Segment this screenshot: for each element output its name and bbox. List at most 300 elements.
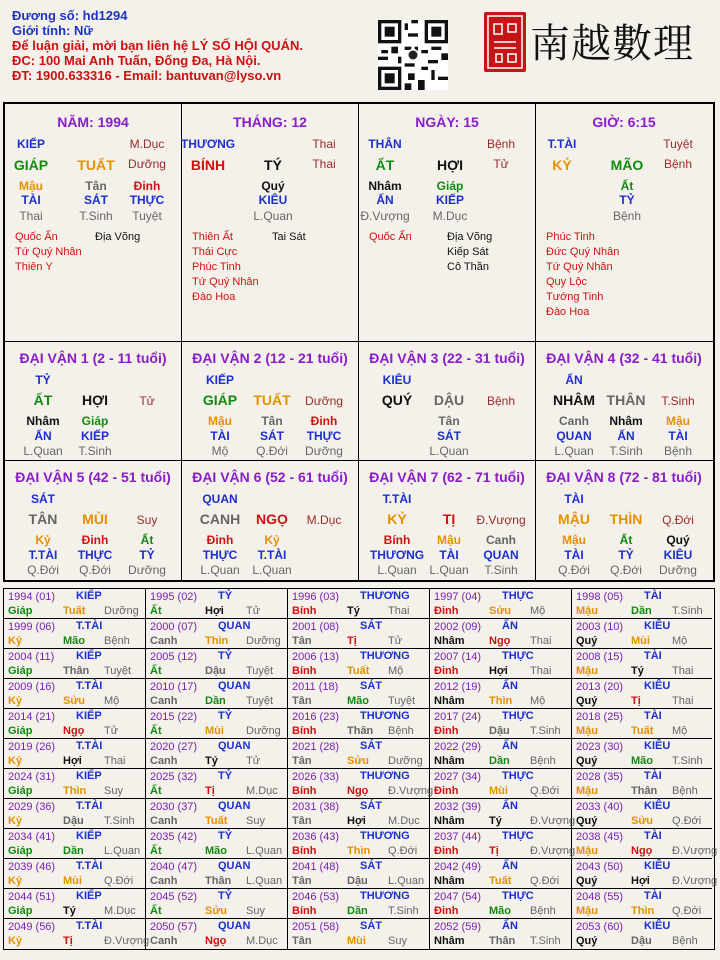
year-branch: Mão (631, 755, 653, 767)
hidden-state: L.Quan (200, 563, 240, 577)
hidden-god: KIẾP (80, 429, 110, 443)
year-cell (288, 649, 430, 679)
branch-state: Tử (139, 394, 155, 408)
stem-state: Thai (312, 137, 336, 151)
dai-van-8 (536, 461, 713, 580)
year-branch: Tý (63, 905, 76, 917)
year-state: Dưỡng (388, 755, 423, 767)
branch-state: Bệnh (663, 157, 693, 171)
year-branch: Tị (205, 785, 215, 797)
year-god: ẤN (502, 920, 518, 932)
auspicious-star: Thiên Y (15, 261, 53, 273)
year-god: T.TÀI (76, 920, 103, 932)
hidden-state: T.Sinh (79, 209, 113, 223)
heavenly-stem: NHÂM (553, 392, 595, 408)
year-state: Bệnh (530, 755, 556, 767)
stem-state: Tuyệt (663, 137, 693, 151)
year-god: KIẾP (76, 770, 102, 782)
year-label: 2013 (20) (576, 681, 624, 693)
hidden-state: Q.Đới (610, 563, 642, 577)
branch-state: Suy (136, 513, 158, 527)
year-branch: Mùi (631, 635, 650, 647)
year-branch: Ngọ (631, 845, 653, 857)
year-cell (430, 859, 572, 889)
year-branch: Tị (347, 635, 357, 647)
dai-van-2 (182, 342, 359, 461)
year-state: Dưỡng (104, 605, 139, 617)
year-state: Mộ (104, 695, 120, 707)
auspicious-star: Thái Cực (192, 246, 238, 258)
year-stem: Tân (292, 635, 312, 647)
pillar-4 (536, 104, 713, 342)
year-label: 2052 (59) (434, 921, 482, 933)
year-stem: Kỷ (8, 635, 23, 647)
auspicious-star: Tứ Quý Nhân (192, 276, 259, 288)
hidden-god: ẤN (376, 193, 394, 207)
year-state: T.Sinh (672, 605, 703, 617)
year-label: 2027 (34) (434, 771, 482, 783)
year-label: 2026 (33) (292, 771, 340, 783)
hidden-god: TỶ (139, 548, 155, 562)
hidden-god: TỶ (619, 193, 635, 207)
stem-state: Bệnh (486, 137, 516, 151)
hidden-stem: Mậu (666, 414, 690, 428)
year-state: Mộ (530, 695, 546, 707)
year-branch: Thìn (347, 845, 371, 857)
year-cell (4, 859, 146, 889)
inauspicious-star: Địa Võng (447, 231, 493, 243)
heavenly-stem: ẤT (375, 157, 395, 173)
gender: Giới tính: Nữ (12, 23, 93, 38)
year-god: THỰC (502, 710, 534, 722)
year-state: Tuyệt (246, 695, 274, 707)
year-cell (430, 679, 572, 709)
hidden-god: TÀI (668, 429, 688, 443)
year-branch: Ngọ (489, 635, 511, 647)
year-label: 2011 (18) (292, 681, 339, 693)
year-stem: Nhâm (434, 935, 465, 947)
year-stem: Kỷ (8, 815, 23, 827)
year-state: Thai (530, 635, 552, 647)
year-god: KIẾP (76, 650, 102, 662)
contact-invite: Để luận giải, mời bạn liên hệ LÝ SỐ HỘI QUÁN. (12, 38, 303, 53)
year-label: 2014 (21) (8, 711, 56, 723)
year-branch: Mùi (63, 875, 82, 887)
year-stem: Bính (292, 725, 317, 737)
year-stem: Đinh (434, 665, 459, 677)
year-label: 2040 (47) (150, 861, 198, 873)
year-cell (4, 619, 146, 649)
branch-state: Dưỡng (305, 394, 343, 408)
year-state: Thai (672, 665, 694, 677)
year-god: T.TÀI (76, 620, 103, 632)
year-cell (4, 769, 146, 799)
year-stem: Mậu (576, 605, 598, 617)
dai-van-title: ĐẠI VẬN 4 (32 - 41 tuổi) (546, 350, 702, 366)
auspicious-star: Quy Lộc (546, 276, 587, 288)
auspicious-star: Phúc Tinh (546, 231, 595, 243)
ten-god: ẤN (565, 373, 583, 387)
pillars-row (5, 104, 713, 342)
earthly-branch: TỊ (442, 511, 456, 527)
year-stem: Nhâm (434, 755, 465, 767)
year-god: ẤN (502, 740, 518, 752)
year-branch: Tị (63, 935, 73, 947)
auspicious-star: Đức Quý Nhân (546, 246, 620, 258)
year-branch: Ngọ (63, 725, 85, 737)
year-cell (4, 649, 146, 679)
ten-god: SÁT (31, 492, 55, 506)
year-cell (288, 619, 430, 649)
year-label: 1994 (01) (8, 591, 56, 603)
year-god: THƯƠNG (360, 590, 410, 602)
year-cell (146, 679, 288, 709)
hidden-stem: Mậu (208, 414, 232, 428)
year-god: T.TÀI (76, 860, 103, 872)
year-state: Mộ (530, 605, 546, 617)
hidden-god: TÀI (564, 548, 584, 562)
year-god: QUAN (218, 740, 251, 752)
hidden-stem: Tân (438, 414, 460, 428)
year-cell (4, 829, 146, 859)
year-god: THỰC (502, 830, 534, 842)
year-god: SÁT (360, 860, 382, 872)
year-cell (430, 589, 572, 619)
year-state: Mộ (388, 665, 404, 677)
year-cell (572, 619, 712, 649)
year-cell (288, 709, 430, 739)
hidden-state: Đ.Vượng (360, 209, 410, 223)
year-stem: Nhâm (434, 695, 465, 707)
year-branch: Mùi (205, 725, 224, 737)
year-god: TÀI (644, 590, 662, 602)
year-branch: Tuất (205, 815, 228, 827)
year-state: T.Sinh (530, 935, 561, 947)
hidden-state: T.Sinh (609, 444, 643, 458)
year-cell (146, 739, 288, 769)
year-branch: Thìn (489, 695, 513, 707)
year-branch: Dậu (347, 875, 368, 887)
year-label: 2006 (13) (292, 651, 340, 663)
year-god: THỰC (502, 650, 534, 662)
year-label: 2025 (32) (150, 771, 198, 783)
year-god: ẤN (502, 680, 518, 692)
year-cell (430, 829, 576, 859)
year-stem: Ất (150, 605, 162, 617)
year-cell (430, 769, 572, 799)
year-label: 2049 (56) (8, 921, 56, 933)
ten-god: T.TÀI (547, 137, 577, 151)
year-branch: Hợi (489, 665, 508, 677)
year-god: QUAN (218, 620, 251, 632)
hidden-state: L.Quan (253, 209, 293, 223)
year-god: TÀI (644, 830, 662, 842)
year-cell (288, 679, 430, 709)
year-cell (4, 709, 146, 739)
year-god: KIÊU (644, 620, 671, 632)
year-branch: Thân (489, 935, 516, 947)
earthly-branch: NGỌ (256, 511, 288, 527)
year-state: Tuyệt (104, 665, 132, 677)
year-god: TỶ (218, 890, 233, 902)
year-cell (146, 829, 288, 859)
year-stem: Mậu (576, 725, 598, 737)
year-row (4, 739, 714, 769)
year-stem: Kỷ (8, 875, 23, 887)
year-cell (4, 679, 146, 709)
year-god: KIẾP (76, 590, 102, 602)
hidden-god: TÀI (439, 548, 459, 562)
year-label: 2016 (23) (292, 711, 340, 723)
year-stem: Canh (150, 935, 178, 947)
year-branch: Hợi (631, 875, 650, 887)
year-cell (4, 799, 146, 829)
year-label: 2005 (12) (150, 651, 198, 663)
year-stem: Giáp (8, 905, 33, 917)
year-cell (572, 769, 712, 799)
heavenly-stem: MẬU (558, 511, 590, 527)
heavenly-stem: KỶ (552, 157, 572, 173)
year-cell (4, 589, 146, 619)
pillar-1 (5, 104, 182, 342)
year-cell (288, 859, 430, 889)
year-state: Tuyệt (246, 665, 274, 677)
year-cell (572, 679, 712, 709)
year-stem: Tân (292, 695, 312, 707)
hidden-god: KIẾP (435, 193, 465, 207)
inauspicious-star: Kiếp Sát (447, 246, 489, 258)
heavenly-stem: GIÁP (13, 157, 49, 173)
hidden-stem: Bính (383, 533, 411, 547)
hidden-stem: Mậu (562, 533, 586, 547)
year-god: SÁT (360, 740, 382, 752)
year-branch: Tuất (347, 665, 370, 677)
earthly-branch: THÂN (606, 392, 646, 408)
year-cell (572, 589, 712, 619)
year-row (4, 889, 714, 919)
year-branch: Thân (205, 875, 232, 887)
year-label: 2037 (44) (434, 831, 482, 843)
year-cell (288, 769, 434, 799)
year-branch: Tý (489, 815, 502, 827)
year-god: TÀI (644, 770, 662, 782)
heavenly-stem: QUÝ (381, 392, 413, 408)
year-state: Q.Đới (530, 785, 560, 797)
year-row (4, 709, 714, 739)
year-branch: Ngọ (205, 935, 227, 947)
heavenly-stem: GIÁP (202, 392, 238, 408)
year-cell (146, 919, 288, 949)
year-branch: Mão (347, 695, 369, 707)
year-label: 2003 (10) (576, 621, 624, 633)
year-cell (572, 889, 712, 919)
year-stem: Canh (150, 875, 178, 887)
seal-stamp-icon (482, 10, 528, 74)
dai-van-3 (359, 342, 536, 461)
year-branch: Dần (205, 695, 226, 707)
address: ĐC: 100 Mai Anh Tuấn, Đống Đa, Hà Nội. (12, 53, 261, 68)
year-branch: Mão (489, 905, 511, 917)
year-label: 2030 (37) (150, 801, 198, 813)
branch-state: Thai (312, 157, 336, 171)
year-stem: Kỷ (8, 935, 23, 947)
hidden-stem: Giáp (81, 414, 109, 428)
hidden-god: THỰC (77, 548, 113, 562)
year-god: TỶ (218, 830, 233, 842)
year-state: Tử (246, 755, 261, 767)
year-god: THƯƠNG (360, 650, 410, 662)
year-branch: Dần (347, 905, 368, 917)
ten-god: TỶ (35, 373, 51, 387)
year-branch: Dậu (489, 725, 510, 737)
year-cell (288, 589, 430, 619)
hidden-god: KIÊU (258, 193, 288, 207)
year-state: T.Sinh (388, 905, 419, 917)
year-stem: Đinh (434, 785, 459, 797)
stem-state: M.Dục (129, 137, 165, 151)
hidden-stem: Nhâm (609, 414, 643, 428)
earthly-branch: MÙI (82, 511, 108, 527)
year-state: L.Quan (246, 875, 283, 887)
hidden-stem: Ất (140, 533, 154, 547)
year-stem: Bính (292, 905, 317, 917)
ten-god: QUAN (202, 492, 238, 506)
year-stem: Tân (292, 755, 312, 767)
year-branch: Dần (489, 755, 510, 767)
hidden-state: Q.Đới (27, 563, 59, 577)
dai-van-6 (182, 461, 359, 580)
year-label: 2020 (27) (150, 741, 198, 753)
inauspicious-star: Tai Sát (272, 231, 306, 243)
year-god: TỶ (218, 650, 233, 662)
ten-god: KIẾP (205, 373, 235, 387)
year-cell (146, 859, 288, 889)
hidden-god: SÁT (84, 193, 108, 207)
year-stem: Quý (576, 815, 598, 827)
year-branch: Tý (631, 665, 644, 677)
year-label: 2048 (55) (576, 891, 624, 903)
year-cell (4, 919, 150, 949)
year-cell (572, 649, 712, 679)
dai-van-title: ĐẠI VẬN 7 (62 - 71 tuổi) (369, 469, 525, 485)
hidden-state: L.Quan (554, 444, 594, 458)
year-stem: Bính (292, 845, 317, 857)
auspicious-star: Tứ Quý Nhân (546, 261, 613, 273)
year-stem: Giáp (8, 665, 33, 677)
hidden-stem: Đinh (310, 414, 338, 428)
year-state: Dưỡng (246, 725, 281, 737)
year-cell (288, 799, 430, 829)
hidden-stem: Quý (261, 179, 285, 193)
year-label: 2019 (26) (8, 741, 56, 753)
year-row (4, 589, 714, 619)
earthly-branch: TUẤT (253, 392, 291, 408)
year-label: 2023 (30) (576, 741, 624, 753)
year-state: Đ.Vượng (672, 845, 718, 857)
earthly-branch: THÌN (609, 511, 643, 527)
auspicious-star: Đào Hoa (546, 306, 590, 318)
auspicious-star: Quốc Ấn (369, 231, 412, 243)
year-god: TỶ (218, 710, 233, 722)
hidden-god: TỶ (618, 548, 634, 562)
year-stem: Giáp (8, 725, 33, 737)
year-state: Bệnh (104, 635, 130, 647)
year-label: 1995 (02) (150, 591, 198, 603)
dai-van-title: ĐẠI VẬN 3 (22 - 31 tuổi) (369, 350, 525, 366)
year-branch: Mão (63, 635, 85, 647)
hidden-stem: Nhâm (368, 179, 402, 193)
hidden-state: T.Sinh (484, 563, 518, 577)
hidden-state: M.Dục (432, 209, 468, 223)
year-cell (430, 889, 572, 919)
year-cell (146, 649, 288, 679)
year-state: Thai (530, 665, 552, 677)
year-state: Q.Đới (672, 905, 702, 917)
hidden-stem: Kỷ (35, 533, 51, 547)
hidden-state: Q.Đới (79, 563, 111, 577)
hidden-state: Q.Đới (558, 563, 590, 577)
year-label: 2002 (09) (434, 621, 482, 633)
dai-van-title: ĐẠI VẬN 2 (12 - 21 tuổi) (192, 350, 348, 366)
year-stem: Ất (150, 665, 162, 677)
year-branch: Mùi (489, 785, 508, 797)
year-row (4, 829, 718, 859)
year-stem: Quý (576, 635, 598, 647)
year-label: 2033 (40) (576, 801, 624, 813)
year-label: 2022 (29) (434, 741, 482, 753)
year-cell (288, 829, 430, 859)
year-god: ẤN (502, 860, 518, 872)
pillar-2 (182, 104, 359, 342)
year-stem: Ất (150, 785, 162, 797)
year-stem: Canh (150, 635, 178, 647)
year-label: 2039 (46) (8, 861, 56, 873)
year-state: Thai (388, 605, 410, 617)
year-stem: Ất (150, 845, 162, 857)
year-label: 2045 (52) (150, 891, 198, 903)
year-state: Đ.Vượng (104, 935, 150, 947)
year-branch: Thìn (631, 905, 655, 917)
year-cell (146, 589, 288, 619)
year-state: Tuyệt (388, 695, 416, 707)
year-cell (430, 709, 572, 739)
year-label: 2015 (22) (150, 711, 198, 723)
year-branch: Tuất (489, 875, 512, 887)
year-label: 2004 (11) (8, 651, 55, 663)
pillar-title: NGÀY: 15 (415, 114, 479, 130)
hidden-stem: Giáp (436, 179, 464, 193)
hidden-stem: Nhâm (26, 414, 60, 428)
year-god: KIẾP (76, 890, 102, 902)
hidden-stem: Kỷ (264, 533, 280, 547)
year-god: QUAN (218, 680, 251, 692)
year-stem: Quý (576, 695, 598, 707)
year-stem: Đinh (434, 725, 459, 737)
year-branch: Thân (347, 725, 374, 737)
hidden-stem: Tân (261, 414, 283, 428)
year-stem: Quý (576, 875, 598, 887)
year-god: KIÊU (644, 680, 671, 692)
auspicious-star: Tướng Tinh (546, 291, 604, 303)
year-stem: Kỷ (8, 695, 23, 707)
year-branch: Thìn (63, 785, 87, 797)
year-state: Bệnh (672, 935, 698, 947)
year-branch: Tị (631, 695, 641, 707)
year-god: KIÊU (644, 740, 671, 752)
year-state: Suy (388, 935, 407, 947)
year-label: 2000 (07) (150, 621, 198, 633)
dai-van-4 (536, 342, 713, 461)
